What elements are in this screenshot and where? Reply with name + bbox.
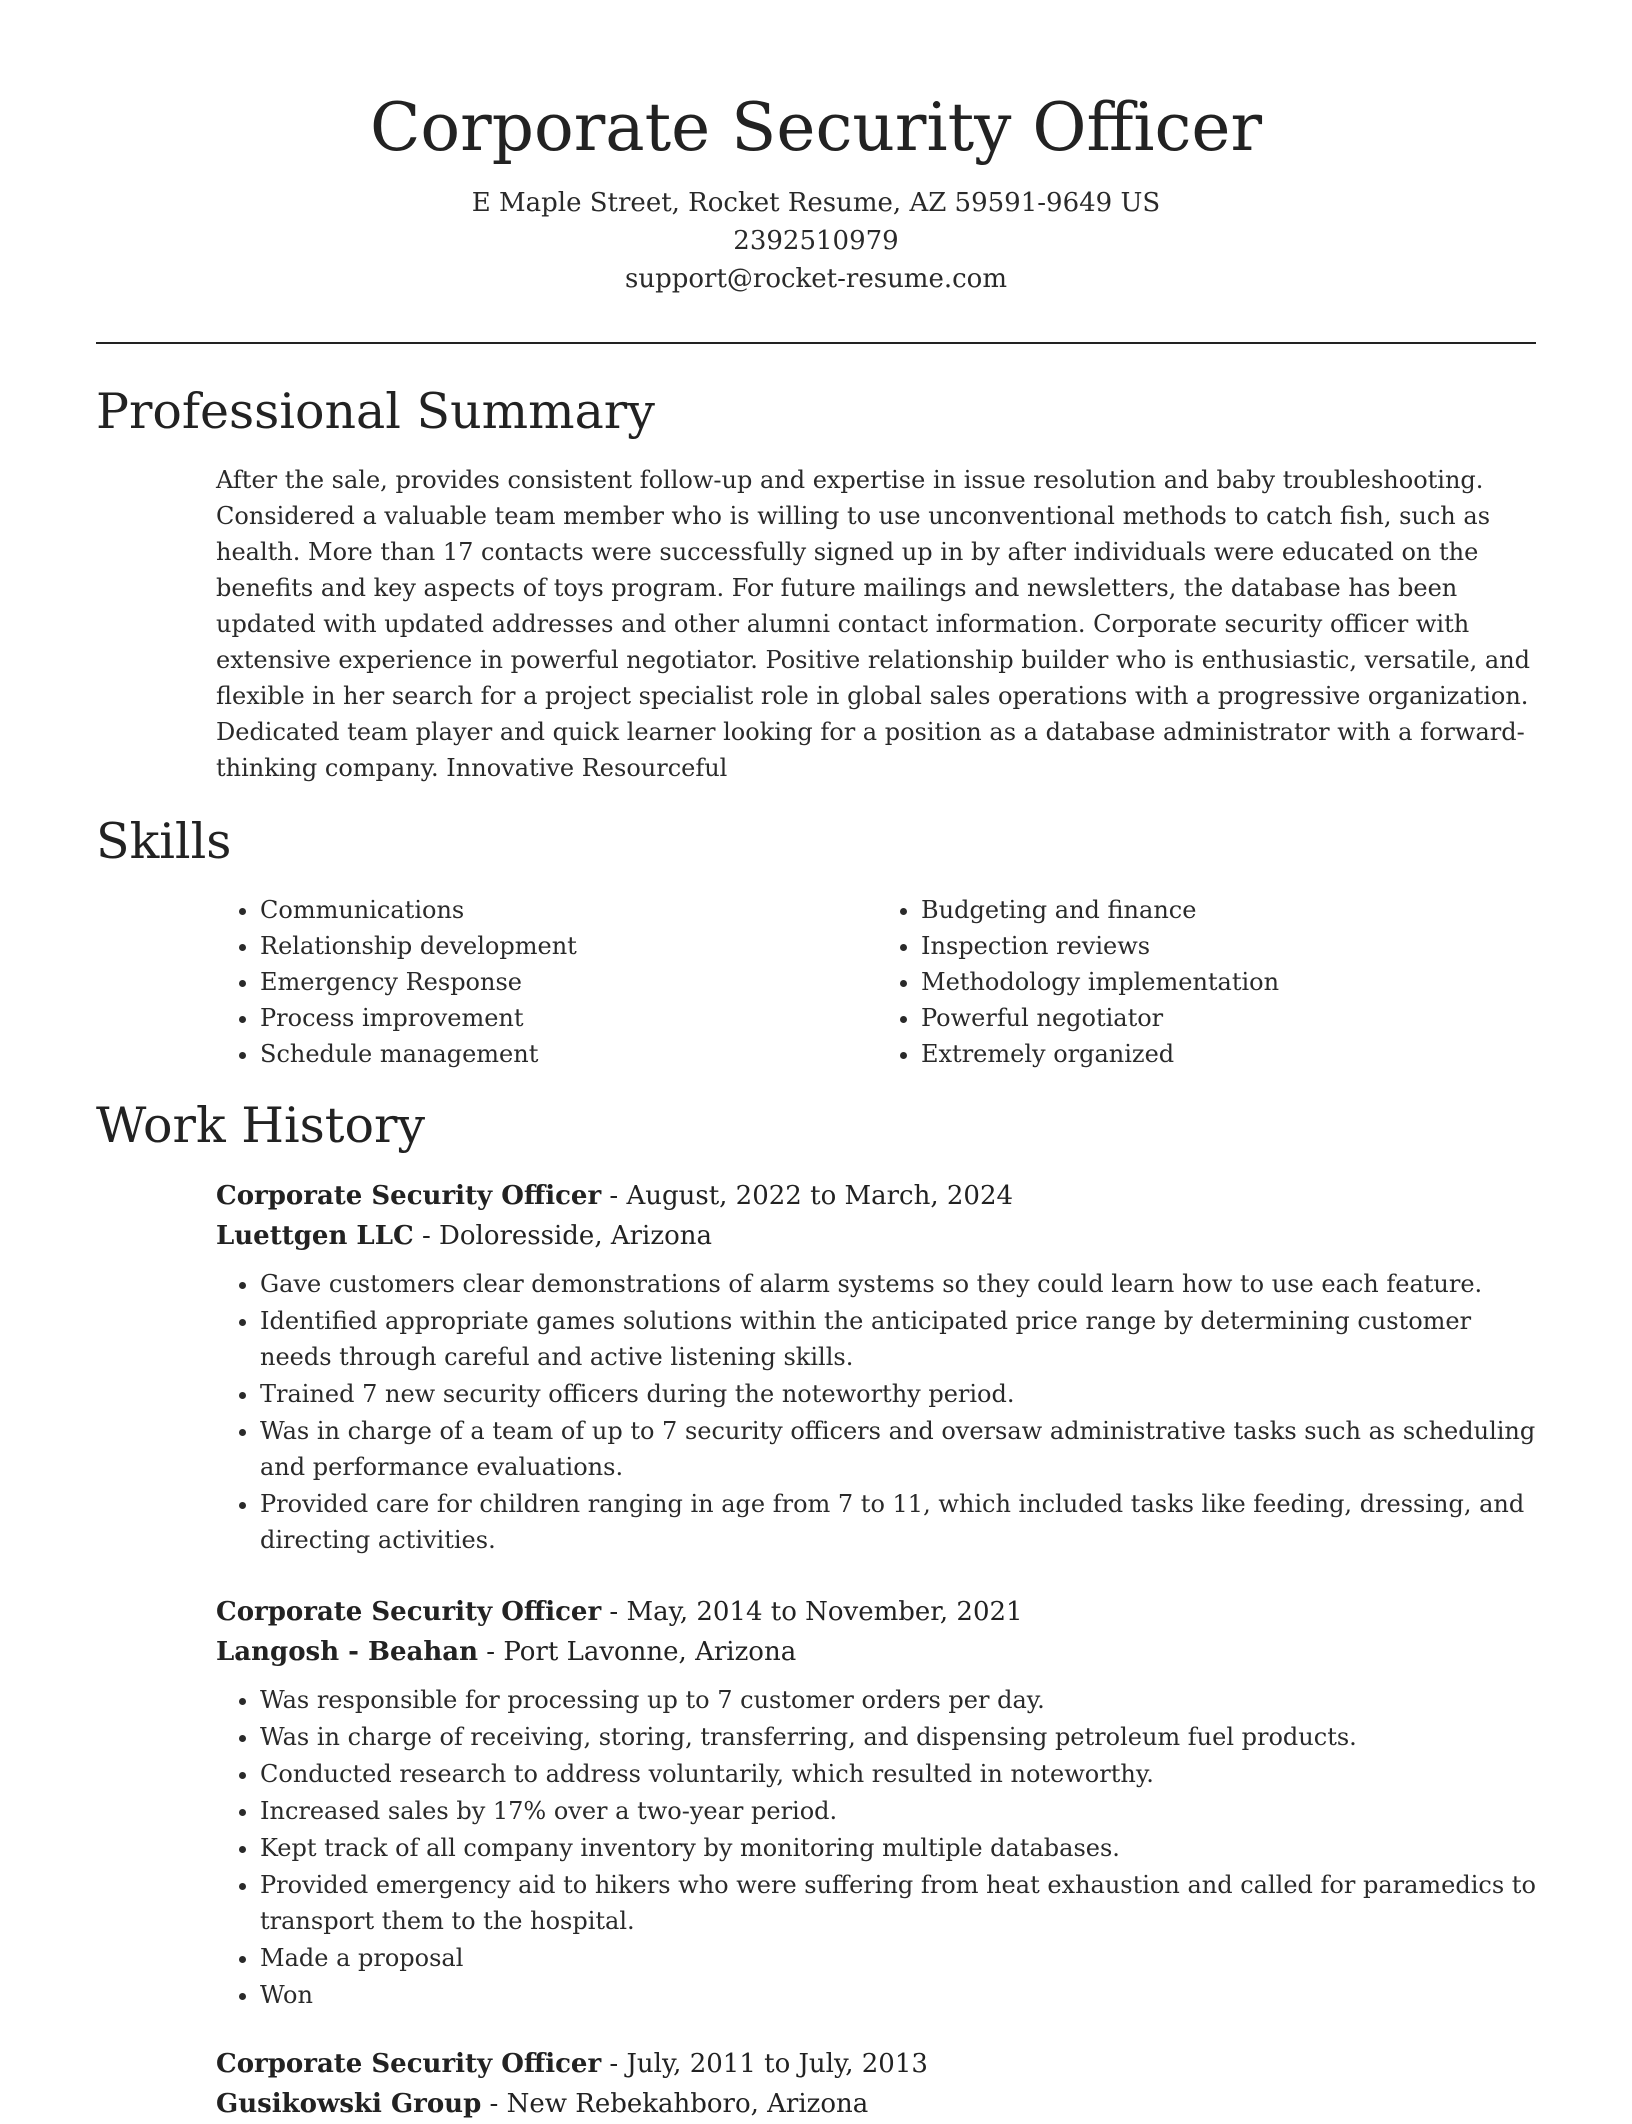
job-company-line — [216, 2084, 1538, 2124]
job-title-line — [216, 1592, 1538, 1632]
job-title-line — [216, 1176, 1538, 1216]
job-entry — [216, 1592, 1538, 2014]
job-dates: - May, 2014 to November, 2021 — [601, 1597, 1023, 1627]
job-company-line — [216, 1216, 1538, 1256]
skills-list — [216, 892, 1538, 1072]
skills-column-right — [877, 892, 1538, 1072]
job-duties — [216, 1682, 1538, 2013]
job-location: - Doloresside, Arizona — [413, 1221, 712, 1251]
skill-item: • Extremely organized — [921, 1036, 1538, 1072]
duty-item: • Provided care for children ranging in age from 7 to 11, which included tasks like feeding, dressing, and directing activities. — [260, 1486, 1538, 1558]
duty-item: • Made a proposal — [260, 1940, 1538, 1976]
duty-item: • Identified appropriate games solutions within the anticipated price range by determining customer needs through careful and active listening skills. — [260, 1303, 1538, 1375]
candidate-name: Corporate Security Officer — [369, 89, 1263, 166]
skills-heading: Skills — [96, 813, 232, 870]
duty-item: • Provided emergency aid to hikers who were suffering from heat exhaustion and called for paramedics to transport them to the hospital. — [260, 1867, 1538, 1939]
duty-item: • Kept track of all company inventory by monitoring multiple databases. — [260, 1830, 1538, 1866]
job-title: Corporate Security Officer — [216, 1597, 602, 1627]
skill-item: • Emergency Response — [260, 964, 877, 1000]
job-company: Langosh - Beahan — [216, 1637, 479, 1667]
job-company: Gusikowski Group — [216, 2089, 482, 2119]
contact-block — [0, 184, 1632, 298]
contact-email: support@rocket-resume.com — [624, 264, 1007, 294]
duty-item: • Was in charge of a team of up to 7 security officers and oversaw administrative tasks such as scheduling and performance evaluations. — [260, 1413, 1538, 1485]
job-entry — [216, 1176, 1538, 1559]
skills-column-left — [216, 892, 877, 1072]
job-dates: - August, 2022 to March, 2024 — [601, 1181, 1014, 1211]
job-duties — [216, 1266, 1538, 1558]
job-entry — [216, 2044, 1538, 2124]
resume-header — [0, 0, 1632, 298]
duty-item: • Conducted research to address voluntarily, which resulted in noteworthy. — [260, 1756, 1538, 1792]
summary-heading: Professional Summary — [96, 383, 655, 440]
duty-item: • Increased sales by 17% over a two-year period. — [260, 1793, 1538, 1829]
duty-item: • Was in charge of receiving, storing, transferring, and dispensing petroleum fuel products. — [260, 1719, 1538, 1755]
job-dates: - July, 2011 to July, 2013 — [601, 2049, 928, 2079]
job-location: - Port Lavonne, Arizona — [478, 1637, 797, 1667]
skill-item: • Communications — [260, 892, 877, 928]
contact-address: E Maple Street, Rocket Resume, AZ 59591-9649 US — [471, 188, 1161, 218]
job-title-line — [216, 2044, 1538, 2084]
summary-text: After the sale, provides consistent follow-up and expertise in issue resolution and baby troubleshooting. Considered a valuable team member who is willing to use unconventional methods to catch fish, such as health. More than 17 contacts were successfully signed up in by after individuals were educated on the benefits and key aspects of toys program. For future mailings and newsletters, the database has been updated with updated addresses and other alumni contact information. Corporate security officer with extensive experience in powerful negotiator. Positive relationship builder who is enthusiastic, versatile, and flexible in her search for a project specialist role in global sales operations with a progressive organization. Dedicated team player and quick learner looking for a position as a database administrator with a forward-thinking company. Innovative Resourceful — [216, 466, 1531, 782]
job-title: Corporate Security Officer — [216, 1181, 602, 1211]
duty-item: • Gave customers clear demonstrations of alarm systems so they could learn how to use each feature. — [260, 1266, 1538, 1302]
skill-item: • Methodology implementation — [921, 964, 1538, 1000]
skill-item: • Powerful negotiator — [921, 1000, 1538, 1036]
job-title: Corporate Security Officer — [216, 2049, 602, 2079]
work-history-heading: Work History — [96, 1097, 426, 1154]
job-location: - New Rebekahboro, Arizona — [481, 2089, 869, 2119]
header-divider — [96, 342, 1536, 344]
duty-item: • Was responsible for processing up to 7 customer orders per day. — [260, 1682, 1538, 1718]
skill-item: • Budgeting and finance — [921, 892, 1538, 928]
skill-item: • Process improvement — [260, 1000, 877, 1036]
skill-item: • Relationship development — [260, 928, 877, 964]
duty-item: • Trained 7 new security officers during the noteworthy period. — [260, 1376, 1538, 1412]
skill-item: • Schedule management — [260, 1036, 877, 1072]
contact-phone: 2392510979 — [733, 226, 899, 256]
job-company: Luettgen LLC — [216, 1221, 414, 1251]
job-company-line — [216, 1632, 1538, 1672]
duty-item: • Won — [260, 1977, 1538, 2013]
skill-item: • Inspection reviews — [921, 928, 1538, 964]
